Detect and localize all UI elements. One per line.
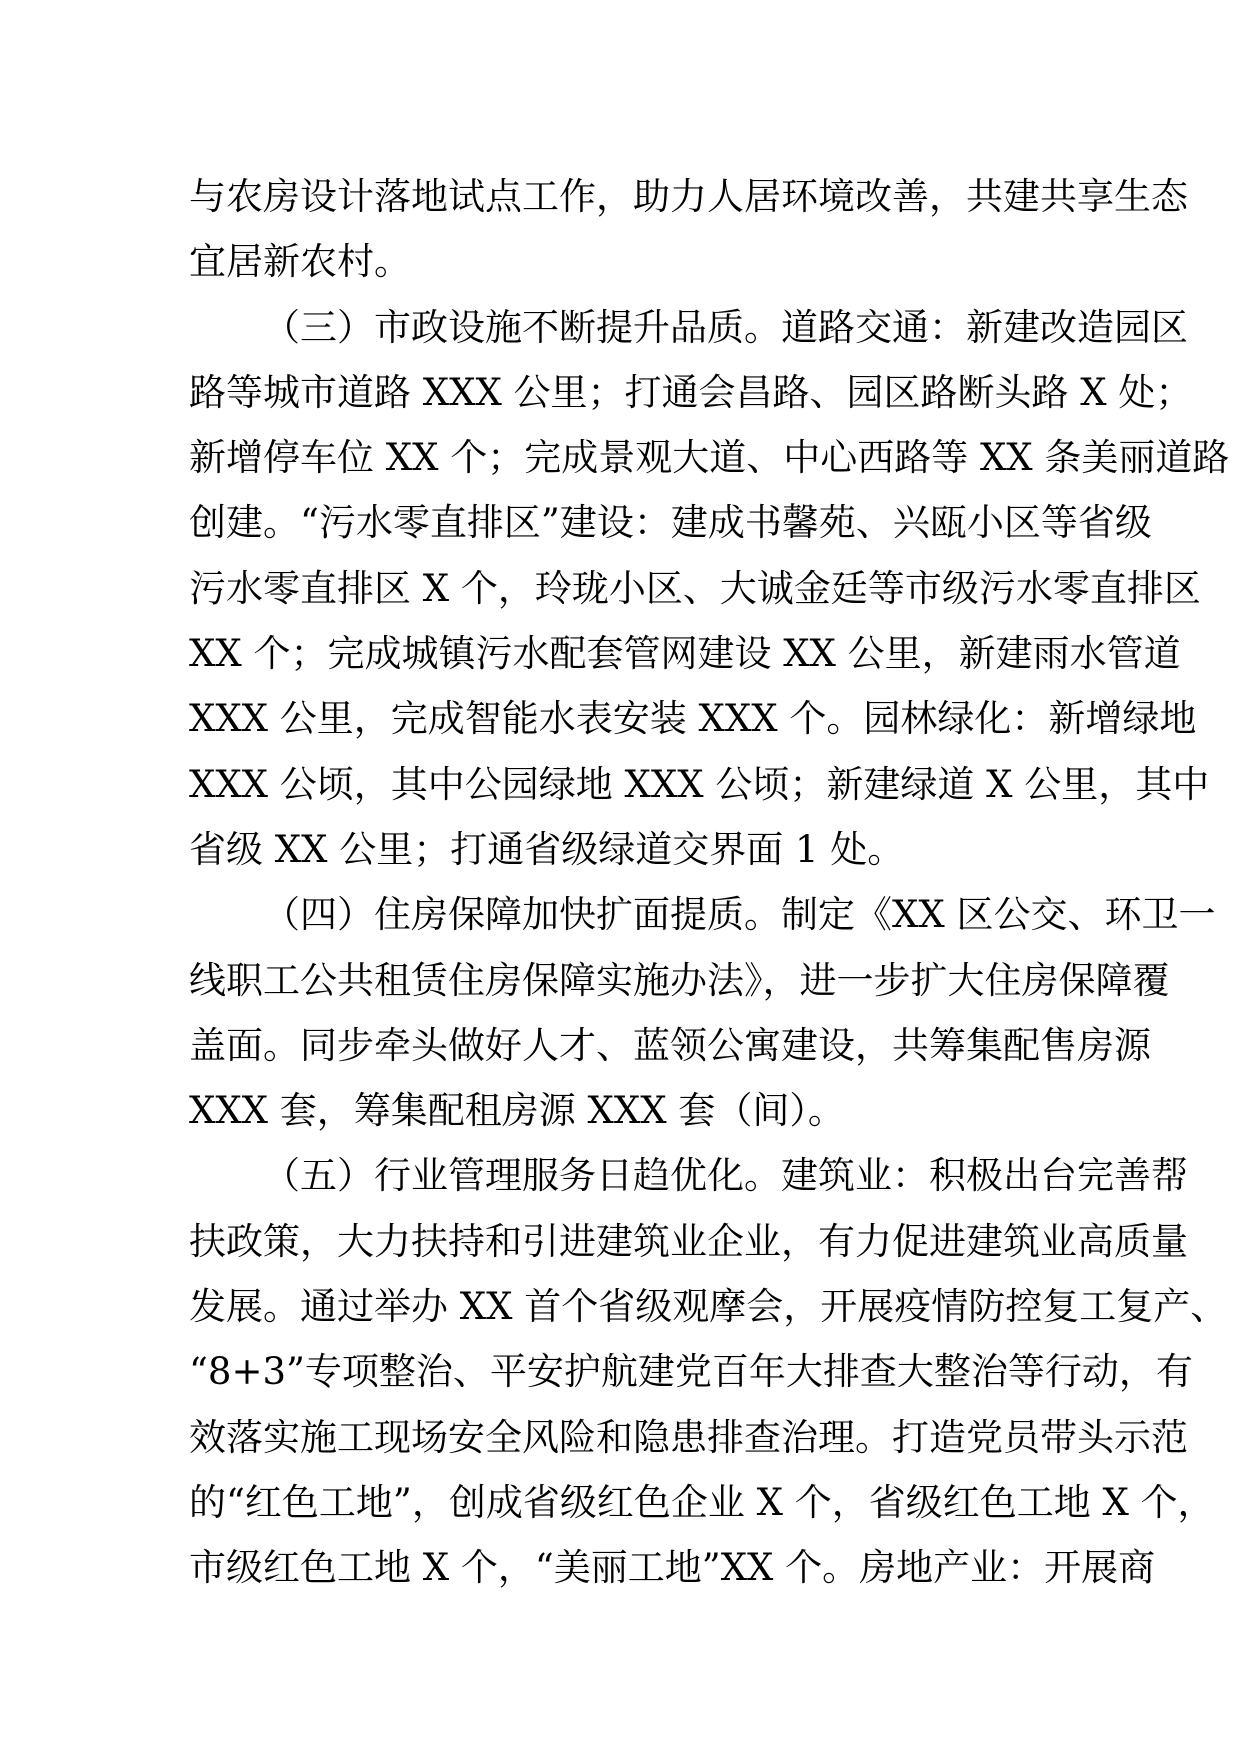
text-line: 污水零直排区 X 个，玲珑小区、大诚金廷等市级污水零直排区: [189, 566, 1201, 610]
text-line: 效落实施工现场安全风险和隐患排查治理。打造党员带头示范: [189, 1415, 1188, 1459]
text-line: XXX 公顷，其中公园绿地 XXX 公顷；新建绿道 X 公里，其中: [189, 762, 1210, 806]
text-line: 新增停车位 XX 个；完成景观大道、中心西路等 XX 条美丽道路: [189, 436, 1230, 480]
text-line: XX 个；完成城镇污水配套管网建设 XX 公里，新建雨水管道: [189, 632, 1181, 676]
text-line: （三）市政设施不断提升品质。道路交通：新建改造园区: [263, 305, 1188, 349]
text-line: 市级红色工地 X 个，“美丽工地”XX 个。房地产业：开展商: [189, 1546, 1156, 1590]
text-line: 盖面。同步牵头做好人才、蓝领公寓建设，共筹集配售房源: [189, 1023, 1151, 1067]
text-line: “8+3”专项整治、平安护航建党百年大排查大整治等行动，有: [189, 1350, 1193, 1394]
document-body: [189, 164, 1230, 1601]
text-line: 扶政策，大力扶持和引进建筑业企业，有力促进建筑业高质量: [189, 1219, 1188, 1263]
text-line: 发展。通过举办 XX 首个省级观摩会，开展疫情防控复工复产、: [189, 1285, 1228, 1329]
text-line: XXX 公里，完成智能水表安装 XXX 个。园林绿化：新增绿地: [189, 697, 1197, 741]
text-line: （四）住房保障加快扩面提质。制定《XX 区公交、环卫一: [263, 893, 1216, 937]
text-line: （五）行业管理服务日趋优化。建筑业：积极出台完善帮: [263, 1154, 1188, 1198]
text-line: 省级 XX 公里；打通省级绿道交界面 1 处。: [189, 827, 905, 871]
text-line: 的“红色工地”，创成省级红色企业 X 个，省级红色工地 X 个，: [189, 1480, 1215, 1524]
text-line: 与农房设计落地试点工作，助力人居环境改善，共建共享生态: [189, 175, 1188, 218]
text-line: 创建。“污水零直排区”建设：建成书馨苑、兴瓯小区等省级: [189, 501, 1152, 545]
text-line: 线职工公共租赁住房保障实施办法》，进一步扩大住房保障覆: [189, 958, 1170, 1002]
text-line: 路等城市道路 XXX 公里；打通会昌路、园区路断头路 X 处；: [189, 370, 1193, 414]
text-line: XXX 套，筹集配租房源 XXX 套（间）。: [189, 1089, 845, 1133]
text-line: 宜居新农村。: [189, 240, 411, 284]
